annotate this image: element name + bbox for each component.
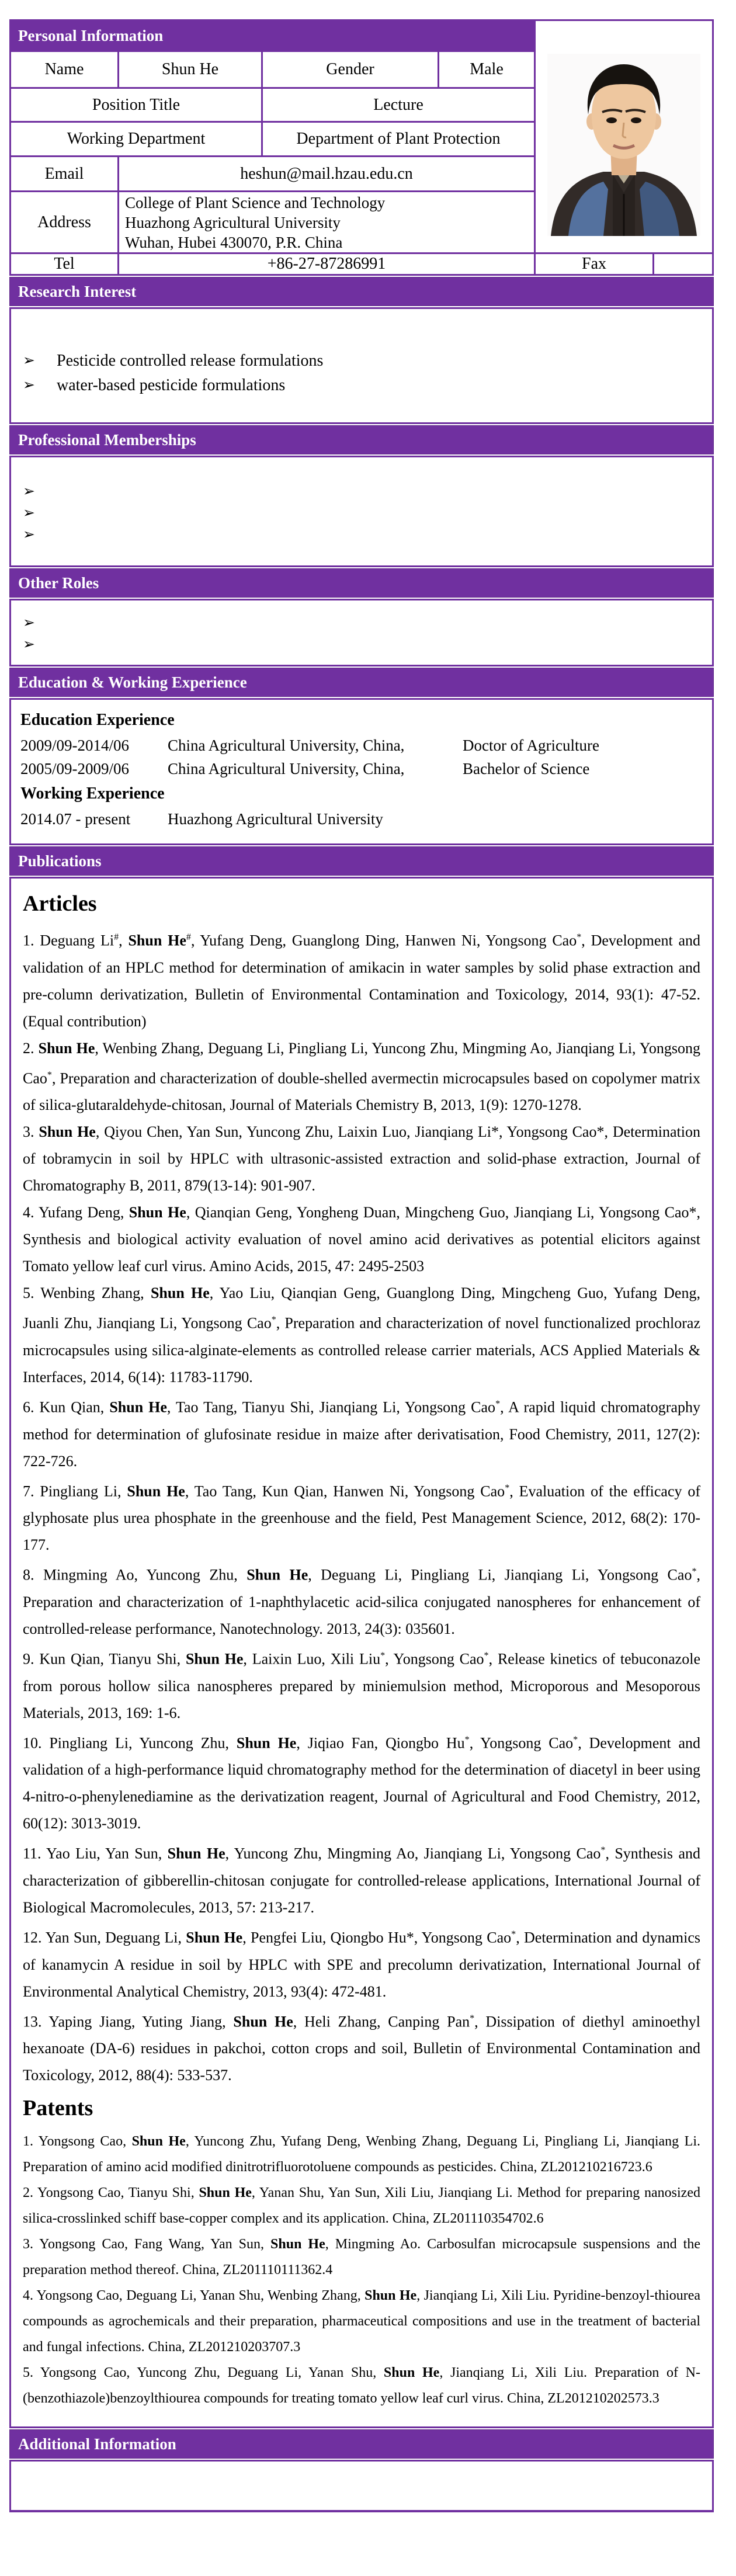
- research-interest-box: [9, 307, 714, 424]
- additional-information-box: [9, 2460, 714, 2512]
- education-experience-list: [20, 734, 703, 780]
- section-header-research-interest: Research Interest: [9, 277, 714, 306]
- gender-value: Male: [439, 52, 534, 87]
- bullet-item: [11, 524, 712, 546]
- research-interest-list: [11, 349, 712, 398]
- fax-value: [654, 254, 712, 274]
- professional-memberships-list: [11, 481, 712, 546]
- bullet-item-text: Pesticide controlled release formulations: [57, 352, 324, 370]
- article-item: 5. Wenbing Zhang, Shun He, Yao Liu, Qianqian Geng, Guanglong Ding, Mingcheng Guo, Yufang Deng, Juanli Zhu, Jianqiang Li, Yongsong Cao*, Preparation and characterization of novel functionalized prochloraz microcapsules using silica-alginate-elements as controlled release carrier materials, ACS Applied Materials & Interfaces, 2014, 6(14): 11783-11790.: [23, 1284, 700, 1386]
- fax-label: Fax: [536, 254, 652, 274]
- experience-institution: China Agricultural University, China,: [168, 737, 405, 754]
- profile-photo-cell: [536, 21, 712, 252]
- portrait-photo-graphic: [547, 54, 700, 236]
- experience-institution: China Agricultural University, China,: [168, 760, 405, 777]
- bullet-item: [11, 373, 712, 398]
- bullet-item-text: [57, 612, 712, 634]
- bullet-item: [11, 502, 712, 524]
- education-working-box: [9, 698, 714, 845]
- experience-row: [20, 757, 703, 780]
- experience-period: 2014.07 - present: [20, 810, 131, 828]
- articles-list: [23, 924, 700, 2089]
- email-value: heshun@mail.hzau.edu.cn: [119, 157, 534, 190]
- working-department-value: Department of Plant Protection: [263, 123, 534, 155]
- article-item: 11. Yao Liu, Yan Sun, Shun He, Yuncong Zhu, Mingming Ao, Jianqiang Li, Yongsong Cao*, Synthesis and characterization of gibberellin-chitosan conjugate for controlled-release applications, International Journal of Biological Macromolecules, 2013, 57: 213-217.: [23, 1845, 700, 1916]
- bullet-item: [11, 612, 712, 634]
- name-label: Name: [11, 52, 117, 87]
- profile-photo: [547, 54, 700, 236]
- arrow-bullet-icon: ➢: [23, 527, 35, 543]
- name-value: Shun He: [119, 52, 261, 87]
- section-header-education-working-experience: Education & Working Experience: [9, 668, 714, 697]
- bullet-item-text: [57, 481, 712, 502]
- section-header-professional-memberships: Professional Memberships: [9, 425, 714, 454]
- personal-information-table: [9, 19, 714, 276]
- address-value: [119, 192, 534, 252]
- gender-label: Gender: [263, 52, 438, 87]
- working-department-label: Working Department: [11, 123, 261, 155]
- working-experience-list: [20, 807, 703, 831]
- patent-item: 4. Yongsong Cao, Deguang Li, Yanan Shu, Wenbing Zhang, Shun He, Jianqiang Li, Xili Liu. Pyridine-benzoyl-thiourea compounds as agrochemicals and their preparation, pharmaceutical compositions and use in the treatment of bacterial and fungal infections. China, ZL201210203707.3: [23, 2288, 701, 2355]
- address-label: Address: [11, 192, 117, 252]
- patent-item: 2. Yongsong Cao, Tianyu Shi, Shun He, Yanan Shu, Yan Sun, Xili Liu, Jianqiang Li. Method for preparing nanosized silica-crosslinked schiff base-copper complex and its application. China, ZL201110354702.6: [23, 2185, 700, 2227]
- tel-label: Tel: [11, 254, 117, 274]
- bullet-item: [11, 634, 712, 655]
- experience-row: [20, 807, 703, 831]
- patent-item: 5. Yongsong Cao, Yuncong Zhu, Deguang Li, Yanan Shu, Shun He, Jianqiang Li, Xili Liu. Preparation of N-(benzothiazole)benzoylthiourea compounds for treating tomato yellow leaf curl virus. China, ZL201210202573.3: [23, 2365, 701, 2407]
- bullet-item: [11, 349, 712, 373]
- other-roles-box: [9, 599, 714, 666]
- arrow-bullet-icon: ➢: [23, 484, 35, 499]
- arrow-bullet-icon: ➢: [23, 353, 35, 369]
- section-header-other-roles: Other Roles: [9, 568, 714, 598]
- article-item: 13. Yaping Jiang, Yuting Jiang, Shun He, Heli Zhang, Canping Pan*, Dissipation of diethyl aminoethyl hexanoate (DA-6) residues in pakchoi, cotton crops and soil, Bulletin of Environmental Contamination and Toxicology, 2012, 88(4): 533-537.: [23, 2013, 700, 2084]
- professional-memberships-box: [9, 456, 714, 567]
- arrow-bullet-icon: ➢: [23, 505, 35, 521]
- publications-box: [9, 877, 714, 2428]
- bullet-item-text: [57, 524, 712, 546]
- address-line-3: Wuhan, Hubei 430070, P.R. China: [125, 233, 343, 251]
- experience-period: 2009/09-2014/06: [20, 737, 129, 754]
- bullet-item-text: [57, 502, 712, 524]
- article-item: 4. Yufang Deng, Shun He, Qianqian Geng, Yongheng Duan, Mingcheng Guo, Jianqiang Li, Yongsong Cao*, Synthesis and biological activity evaluation of novel amino acid derivatives as potential elicitors against Tomato yellow leaf curl virus. Amino Acids, 2015, 47: 2495-2503: [23, 1204, 701, 1275]
- articles-heading: Articles: [23, 891, 97, 916]
- article-item: 6. Kun Qian, Shun He, Tao Tang, Tianyu Shi, Jianqiang Li, Yongsong Cao*, A rapid liquid chromatography method for determination of glufosinate residue in maize after derivatisation, Food Chemistry, 2011, 127(2): 722-726.: [23, 1398, 700, 1470]
- email-label: Email: [11, 157, 117, 190]
- section-header-additional-information: Additional Information: [9, 2429, 714, 2459]
- patent-item: 1. Yongsong Cao, Shun He, Yuncong Zhu, Yufang Deng, Wenbing Zhang, Deguang Li, Pingliang Li, Jianqiang Li. Preparation of amino acid modified dinitrotrifluorotoluene compounds as pesticides. China, ZL201210216723.6: [23, 2134, 700, 2175]
- experience-degree: Bachelor of Science: [463, 760, 590, 777]
- other-roles-list: [11, 612, 712, 655]
- position-title-value: Lecture: [263, 89, 534, 121]
- arrow-bullet-icon: ➢: [23, 615, 35, 631]
- experience-institution: Huazhong Agricultural University: [168, 810, 383, 828]
- patent-item: 3. Yongsong Cao, Fang Wang, Yan Sun, Shun He, Mingming Ao. Carbosulfan microcapsule suspensions and the preparation method thereof. China, ZL201110111362.4: [23, 2237, 700, 2278]
- address-line-1: College of Plant Science and Technology: [125, 193, 386, 211]
- address-line-2: Huazhong Agricultural University: [125, 213, 341, 231]
- section-header-personal-information: Personal Information: [18, 26, 164, 44]
- bullet-item-text: water-based pesticide formulations: [57, 376, 286, 394]
- patents-list: [23, 2129, 700, 2411]
- experience-period: 2005/09-2009/06: [20, 760, 129, 777]
- arrow-bullet-icon: ➢: [23, 377, 35, 393]
- article-item: 2. Shun He, Wenbing Zhang, Deguang Li, Pingliang Li, Yuncong Zhu, Mingming Ao, Jianqiang Li, Yongsong Cao*, Preparation and characterization of double-shelled avermectin microcapsules based on copolymer matrix of silica-glutaraldehyde-chitosan, Journal of Materials Chemistry B, 2013, 1(9): 1270-1278.: [23, 1039, 700, 1114]
- bullet-item-text: [57, 634, 712, 655]
- arrow-bullet-icon: ➢: [23, 637, 35, 652]
- section-header-publications: Publications: [9, 846, 714, 876]
- article-item: 9. Kun Qian, Tianyu Shi, Shun He, Laixin Luo, Xili Liu*, Yongsong Cao*, Release kinetics of tebuconazole from porous hollow silica nanospheres prepared by miniemulsion method, Microporous and Mesoporous Materials, 2013, 169: 1-6.: [23, 1650, 700, 1721]
- bullet-item: [11, 481, 712, 502]
- education-experience-heading: Education Experience: [20, 711, 175, 729]
- article-item: 3. Shun He, Qiyou Chen, Yan Sun, Yuncong Zhu, Laixin Luo, Jianqiang Li*, Yongsong Cao*, Determination of tobramycin in soil by HPLC with ultrasonic-assisted extraction and solid-phase extraction, Journal of Chromatography B, 2011, 879(13-14): 901-907.: [23, 1123, 701, 1195]
- article-item: 10. Pingliang Li, Yuncong Zhu, Shun He, Jiqiao Fan, Qiongbo Hu*, Yongsong Cao*, Development and validation of a high-performance liquid chromatography method for the determination of diacetyl in beer using 4-nitro-o-phenylenediamine as the derivatization reagent, Journal of Agricultural and Food Chemistry, 2012, 60(12): 3013-3019.: [23, 1734, 701, 1832]
- experience-degree: [463, 807, 703, 831]
- experience-row: [20, 734, 703, 757]
- working-experience-heading: Working Experience: [20, 784, 165, 803]
- patents-heading: Patents: [23, 2096, 93, 2121]
- profile-document: [9, 19, 714, 2539]
- experience-degree: Doctor of Agriculture: [463, 737, 599, 754]
- article-item: 8. Mingming Ao, Yuncong Zhu, Shun He, Deguang Li, Pingliang Li, Jianqiang Li, Yongsong Cao*, Preparation and characterization of 1-naphthylacetic acid-silica conjugated nanospheres for enhancement of controlled-release performance, Nanotechnology. 2013, 24(3): 035601.: [23, 1566, 701, 1637]
- article-item: 7. Pingliang Li, Shun He, Tao Tang, Kun Qian, Hanwen Ni, Yongsong Cao*, Evaluation of the efficacy of glyphosate plus urea phosphate in the greenhouse and the field, Pest Management Science, 2012, 68(2): 170-177.: [23, 1483, 701, 1554]
- position-title-label: Position Title: [11, 89, 261, 121]
- tel-value: +86-27-87286991: [119, 254, 534, 274]
- article-item: 1. Deguang Li#, Shun He#, Yufang Deng, Guanglong Ding, Hanwen Ni, Yongsong Cao*, Development and validation of an HPLC method for determination of amikacin in water samples by solid phase extraction and pre-column derivatization, Bulletin of Environmental Contamination and Toxicology, 2014, 93(1): 47-52. (Equal contribution): [23, 932, 701, 1030]
- article-item: 12. Yan Sun, Deguang Li, Shun He, Pengfei Liu, Qiongbo Hu*, Yongsong Cao*, Determination and dynamics of kanamycin A residue in soil by HPLC with SPE and precolumn derivatization, International Journal of Environmental Analytical Chemistry, 2013, 93(4): 472-481.: [23, 1929, 701, 2000]
